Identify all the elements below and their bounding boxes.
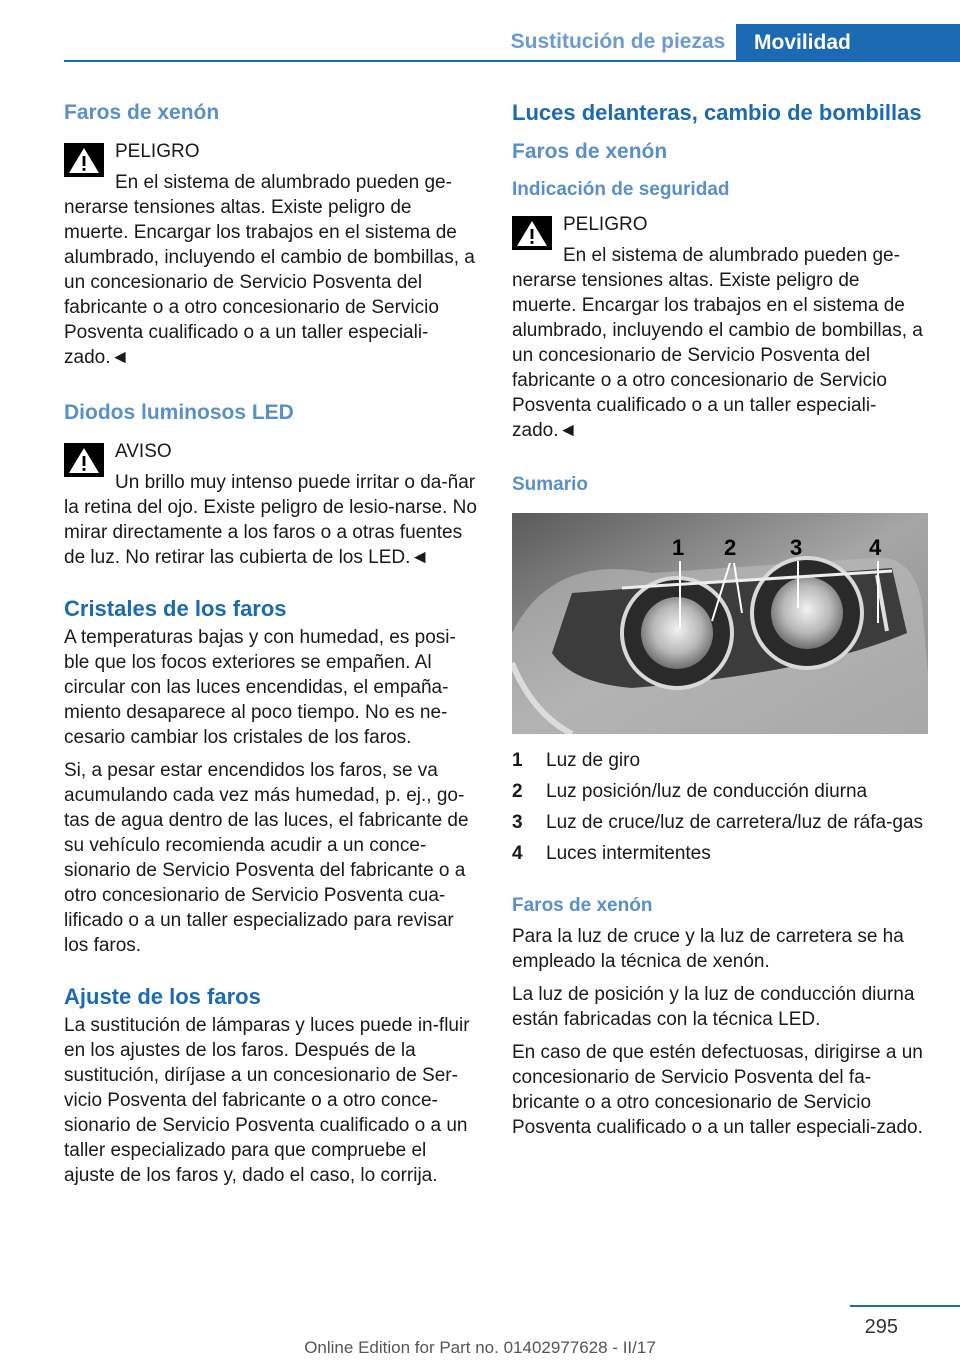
- warning-label: PELIGRO: [115, 141, 200, 162]
- left-column: [64, 100, 480, 1188]
- legend-item: [512, 841, 928, 866]
- warning-text: En el sistema de alumbrado pueden ge-nerarse tensiones altas. Existe peligro de muerte. Encargar los trabajos en el sistema de alumbrado, incluyendo el cambio de bombillas, a un concesionario de Servicio Posventa del fabricante o a otro concesionario de Servicio Posventa cualificado o a un taller especiali-zado.◄: [512, 245, 923, 441]
- xenon2-paragraph-1: Para la luz de cruce y la luz de carretera se ha empleado la técnica de xenón.: [512, 926, 904, 972]
- warning-label: PELIGRO: [563, 214, 648, 235]
- header-rule: [64, 60, 960, 62]
- led-warning: [64, 439, 480, 570]
- adjust-heading: Ajuste de los faros: [64, 984, 261, 1009]
- safety-heading: Indicación de seguridad: [512, 179, 730, 200]
- legend-text: Luz posición/luz de conducción diurna: [546, 781, 868, 802]
- footer-rule: [850, 1305, 960, 1307]
- xenon-warning: [64, 139, 480, 370]
- warning-triangle-icon: [64, 443, 104, 477]
- safety-warning: [512, 212, 928, 443]
- right-column: [512, 100, 928, 1140]
- legend-text: Luz de cruce/luz de carretera/luz de ráfa-gas: [546, 812, 924, 833]
- warning-triangle-icon: [512, 216, 552, 250]
- callout-3: 3: [790, 535, 803, 560]
- callout-4: 4: [869, 535, 882, 560]
- page-header: [0, 0, 960, 62]
- legend-number: 3: [512, 812, 523, 833]
- glass-paragraph-2: Si, a pesar estar encendidos los faros, se va acumulando cada vez más humedad, p. ej., go-tas de agua dentro de las luces, el fabricante de su vehículo recomienda acudir a un conce-sionario de Servicio Posventa del fabricante o a otro concesionario de Servicio Posventa cua-lificado o a un taller especializado para revisar los faros.: [64, 760, 469, 956]
- legend-number: 4: [512, 843, 523, 864]
- xenon2-heading: Faros de xenón: [512, 895, 653, 916]
- legend-item: [512, 810, 928, 835]
- headlight-figure: [512, 513, 928, 734]
- legend-item: [512, 748, 928, 773]
- legend-number: 2: [512, 781, 523, 802]
- page-number: 295: [864, 1316, 898, 1338]
- legend-text: Luces intermitentes: [546, 843, 711, 864]
- summary-heading: Sumario: [512, 474, 589, 495]
- figure-legend: [512, 748, 928, 866]
- warning-label: AVISO: [115, 441, 172, 462]
- edition-text: Online Edition for Part no. 01402977628 - II/17: [304, 1338, 656, 1357]
- glass-paragraph-1: A temperaturas bajas y con humedad, es posi-ble que los focos exteriores se empañen. Al circular con las luces encendidas, el empaña-miento desaparece al poco tiempo. No es ne-cesario cambiar los cristales de los faros.: [64, 627, 456, 748]
- legend-number: 1: [512, 750, 523, 771]
- legend-item: [512, 779, 928, 804]
- xenon2-paragraph-2: La luz de posición y la luz de conducción diurna están fabricadas con la técnica LED.: [512, 984, 915, 1030]
- main-heading: Luces delanteras, cambio de bombillas: [512, 100, 922, 125]
- section-tab[interactable]: Sustitución de piezas: [510, 30, 726, 53]
- xenon2-paragraph-3: En caso de que estén defectuosas, dirigirse a un concesionario de Servicio Posventa del fa-bricante o a otro concesionario de Servicio Posventa cualificado o a un taller especiali-zado.: [512, 1042, 923, 1138]
- xenon-subheading: Faros de xenón: [512, 140, 668, 163]
- xenon-heading: Faros de xenón: [64, 101, 220, 124]
- headlight-illustration: [512, 513, 928, 734]
- warning-text: En el sistema de alumbrado pueden ge-nerarse tensiones altas. Existe peligro de muerte. Encargar los trabajos en el sistema de alumbrado, incluyendo el cambio de bombillas, a un concesionario de Servicio Posventa del fabricante o a otro concesionario de Servicio Posventa cualificado o a un taller especiali-zado.◄: [64, 172, 475, 368]
- adjust-paragraph: La sustitución de lámparas y luces puede in-fluir en los ajustes de los faros. Después de la sustitución, diríjase a un concesionario de Ser-vicio Posventa del fabricante o a otro conce-sionario de Servicio Posventa cualificado o a un taller especializado para que compruebe el ajuste de los faros y, dado el caso, lo corrija.: [64, 1015, 470, 1186]
- chapter-tab[interactable]: Movilidad: [736, 24, 960, 62]
- warning-text: Un brillo muy intenso puede irritar o da-ñar la retina del ojo. Existe peligro de lesio-narse. No mirar directamente a los faros o a otras fuentes de luz. No retirar las cubierta de los LED.◄: [64, 472, 477, 568]
- legend-text: Luz de giro: [546, 750, 641, 771]
- led-heading: Diodos luminosos LED: [64, 401, 294, 424]
- callout-1: 1: [672, 535, 685, 560]
- warning-triangle-icon: [64, 143, 104, 177]
- callout-2: 2: [724, 535, 737, 560]
- glass-heading: Cristales de los faros: [64, 596, 287, 621]
